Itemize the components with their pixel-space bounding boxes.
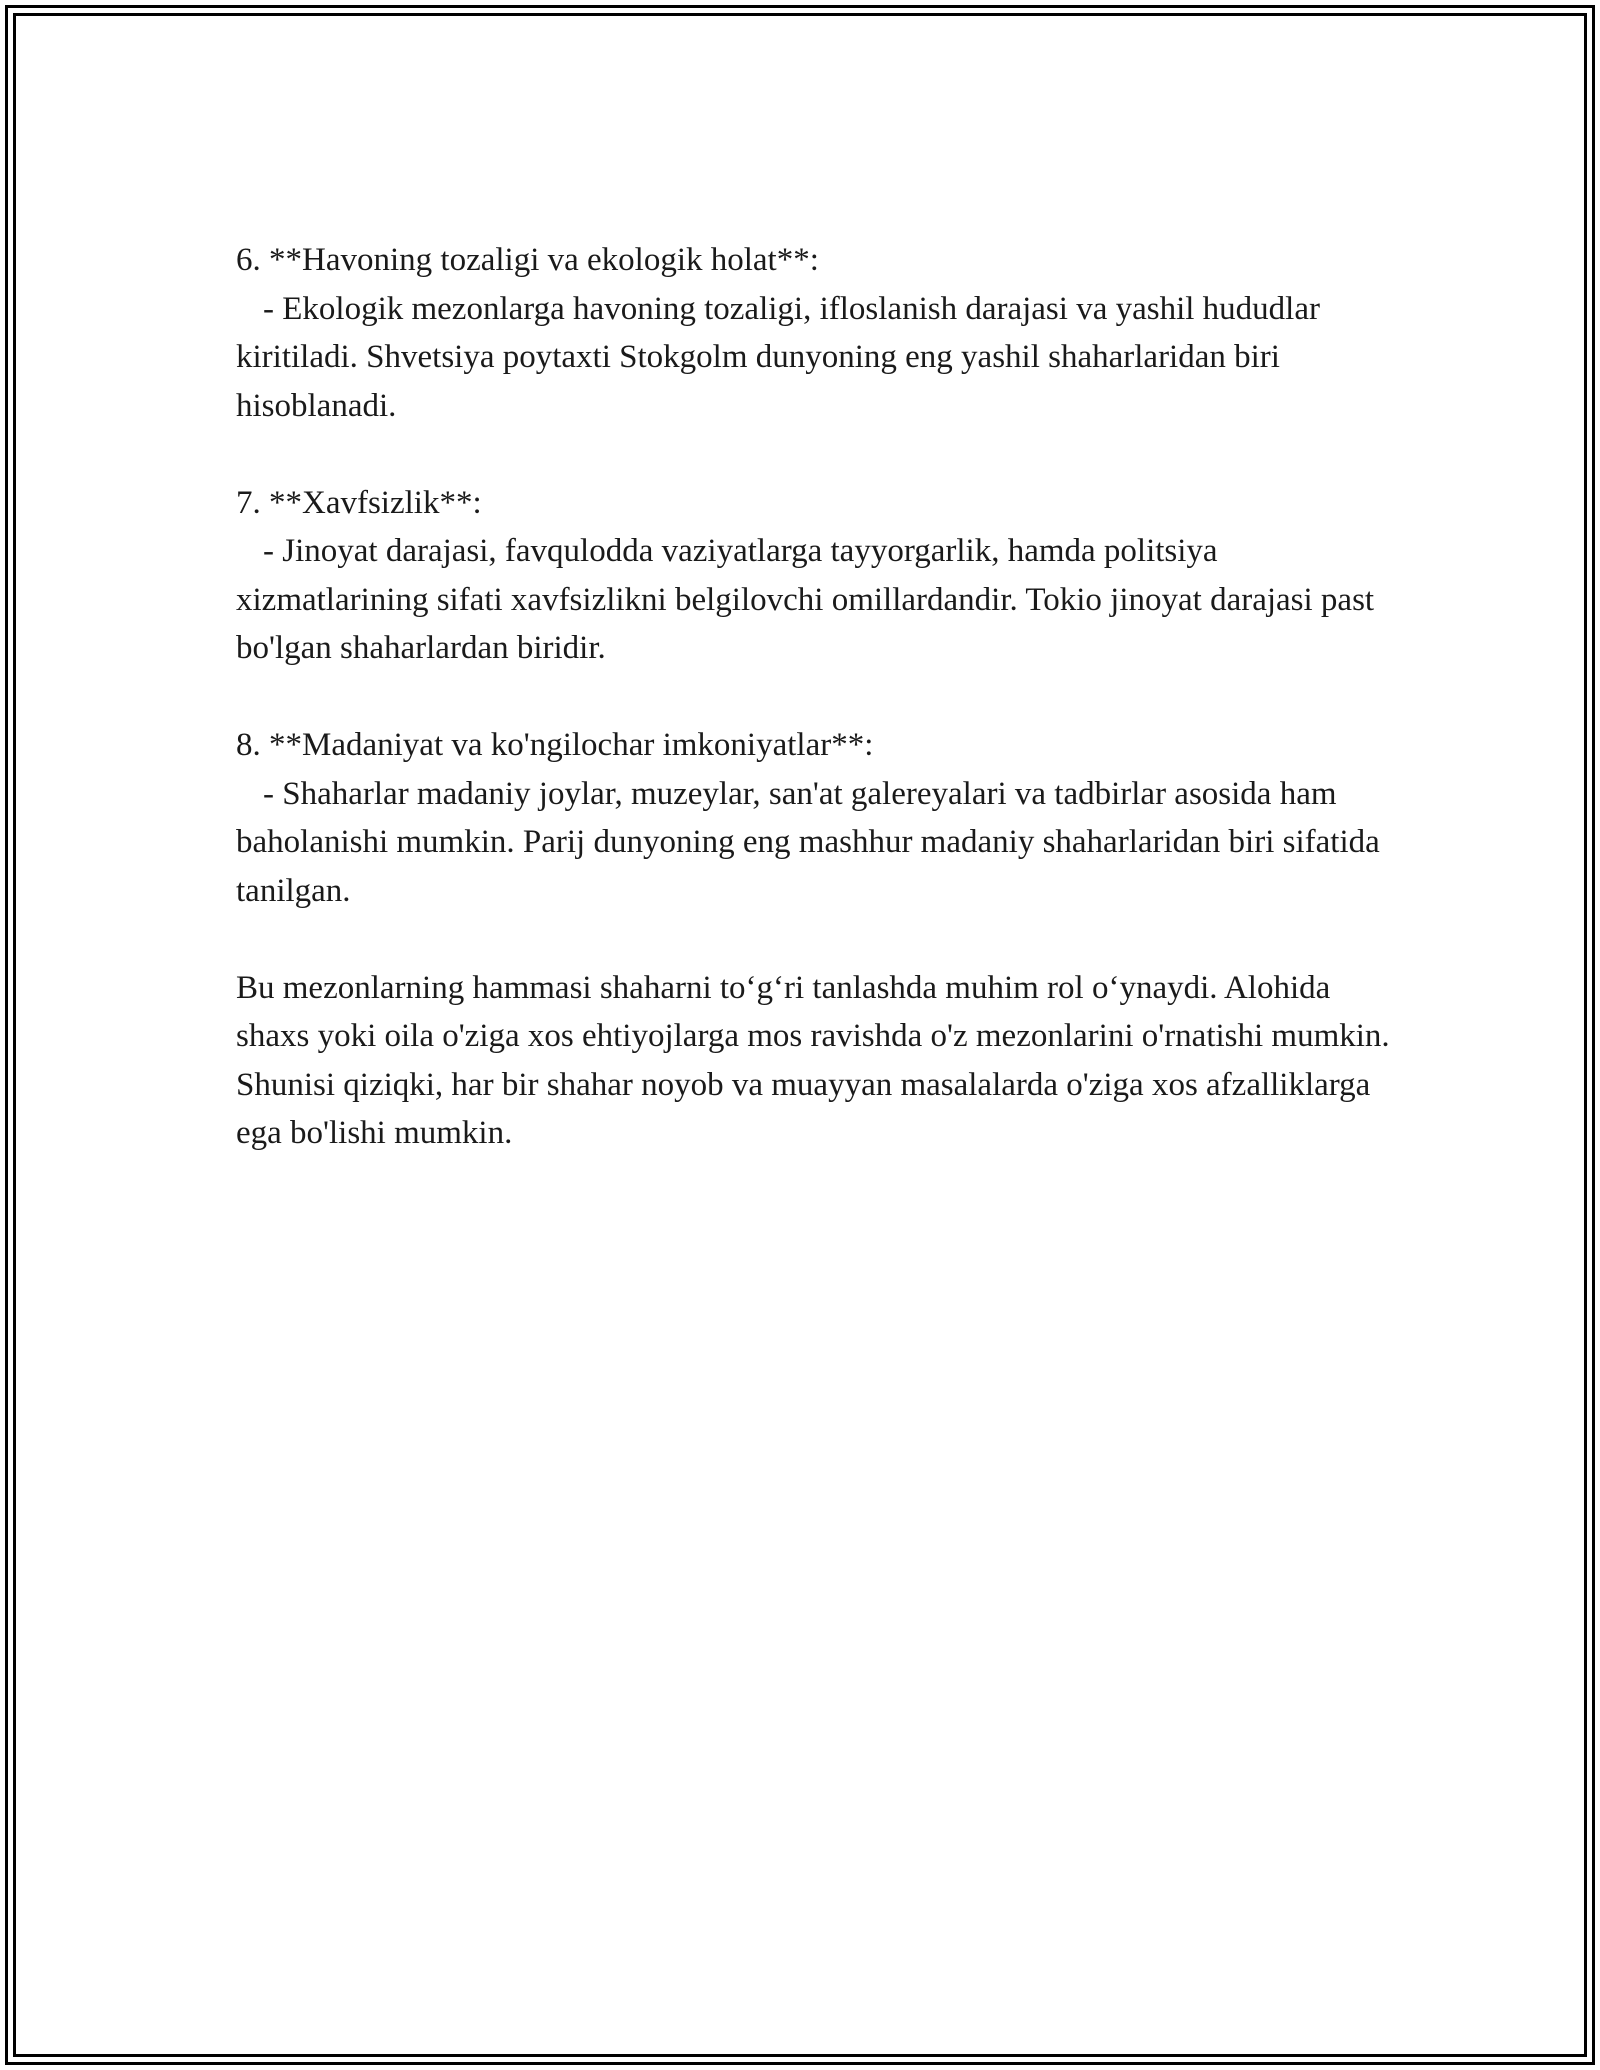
section-text: - Shaharlar madaniy joylar, muzeylar, san'at galereyalari va tadbirlar asosida ham baholanishi mumkin. Parij dunyoning eng mashhur madaniy shaharlaridan biri sifatida tanilgan.	[236, 775, 1380, 909]
section-text: - Jinoyat darajasi, favqulodda vaziyatlarga tayyorgarlik, hamda politsiya xizmatlarining sifati xavfsizlikni belgilovchi omillardandir. Tokio jinoyat darajasi past bo'lgan shaharlardan biridir.	[236, 533, 1375, 666]
section-safety	[236, 479, 1406, 673]
section-air-quality	[236, 236, 1406, 430]
section-heading: 6. **Havoning tozaligi va ekologik holat**:	[236, 242, 819, 278]
section-heading: 8. **Madaniyat va ko'ngilochar imkoniyatlar**:	[236, 727, 874, 763]
document-body	[236, 236, 1406, 1158]
closing-paragraph: Bu mezonlarning hammasi shaharni to‘g‘ri tanlashda muhim rol o‘ynaydi. Alohida shaxs yoki oila o'ziga xos ehtiyojlarga mos ravishda o'z mezonlarini o'rnatishi mumkin. Shunisi qiziqki, har bir shahar noyob va muayyan masalalarda o'ziga xos afzalliklarga ega bo'lishi mumkin.	[236, 969, 1390, 1151]
section-culture	[236, 721, 1406, 915]
section-text: - Ekologik mezonlarga havoning tozaligi, ifloslanish darajasi va yashil hududlar kiritiladi. Shvetsiya poytaxti Stokgolm dunyoning eng yashil shaharlaridan biri hisoblanadi.	[236, 290, 1320, 424]
section-heading: 7. **Xavfsizlik**:	[236, 484, 482, 521]
